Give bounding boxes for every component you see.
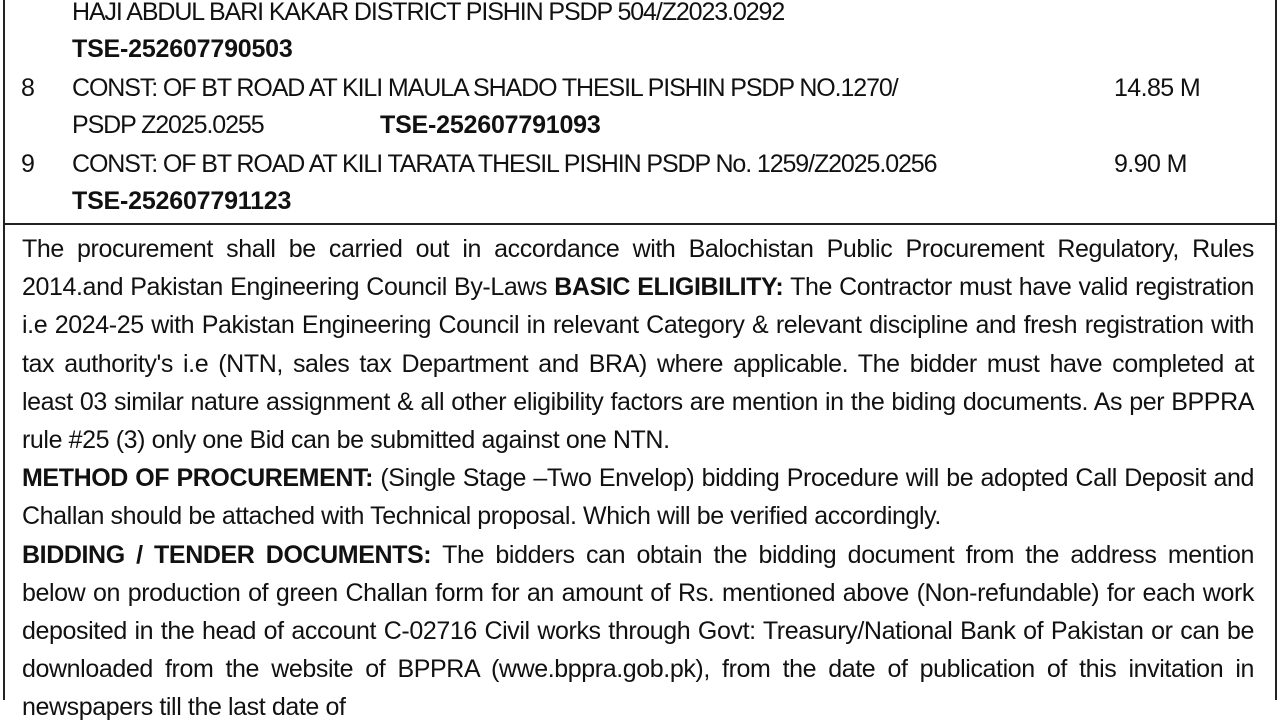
basic-eligibility-heading: BASIC ELIGIBILITY: xyxy=(554,273,784,302)
row-8-description-line-2: PSDP Z2025.0255 xyxy=(72,111,264,139)
row-7-description: HAJI ABDUL BARI KAKAR DISTRICT PISHIN PSDP 504/Z2023.0292 xyxy=(72,0,785,26)
procurement-intro: The procurement shall be carried out in accordance with Balochistan Public Procurement Regulatory, Rules 2014.and Pakistan Engineering Council By-Laws xyxy=(22,235,1254,302)
row-9-description: CONST: OF BT ROAD AT KILI TARATA THESIL PISHIN PSDP No. 1259/Z2025.0256 xyxy=(72,150,937,178)
documents-paragraph xyxy=(22,536,1254,727)
row-9-tse-number: TSE-252607791123 xyxy=(72,187,292,215)
method-of-procurement-text: (Single Stage –Two Envelop) bidding Procedure will be adopted Call Deposit and Challan should be attached with Technical proposal. Which will be verified accordingly. xyxy=(22,464,1254,531)
row-8-description-line-1: CONST: OF BT ROAD AT KILI MAULA SHADO THESIL PISHIN PSDP NO.1270/ xyxy=(72,74,898,102)
method-of-procurement-heading: METHOD OF PROCUREMENT: xyxy=(22,464,374,493)
section-divider xyxy=(3,223,1277,225)
row-7-tse-number: TSE-252607790503 xyxy=(72,35,293,63)
row-9-amount: 9.90 M xyxy=(1114,150,1187,178)
row-9-number: 9 xyxy=(21,150,35,178)
row-8-number: 8 xyxy=(21,74,35,102)
eligibility-paragraph xyxy=(22,230,1254,459)
method-paragraph xyxy=(22,459,1254,535)
procurement-terms-text xyxy=(22,230,1254,727)
bidding-documents-text: The bidders can obtain the bidding document from the address mention below on production of green Challan form for an amount of Rs. mentioned above (Non-refundable) for each work deposited in the head of account C-02716 Civil works through Govt: Treasury/National Bank of Pakistan or can be downloaded from the website of BPPRA (wwe.bppra.gob.pk), from the date of publication of this invitation in newspapers till the last date of xyxy=(22,540,1255,722)
works-table xyxy=(0,0,1282,222)
bidding-documents-heading: BIDDING / TENDER DOCUMENTS: xyxy=(22,540,432,569)
basic-eligibility-text: The Contractor must have valid registration i.e 2024-25 with Pakistan Engineering Council in relevant Category & relevant discipline and fresh registration with tax authority's i.e (NTN, sales tax Department and BRA) where applicable. The bidder must have completed at least 03 similar nature assignment & all other eligibility factors are mention in the biding documents. As per BPPRA rule #25 (3) only one Bid can be submitted against one NTN. xyxy=(22,273,1254,455)
row-8-amount: 14.85 M xyxy=(1114,74,1201,102)
row-8-tse-number: TSE-252607791093 xyxy=(380,111,601,139)
